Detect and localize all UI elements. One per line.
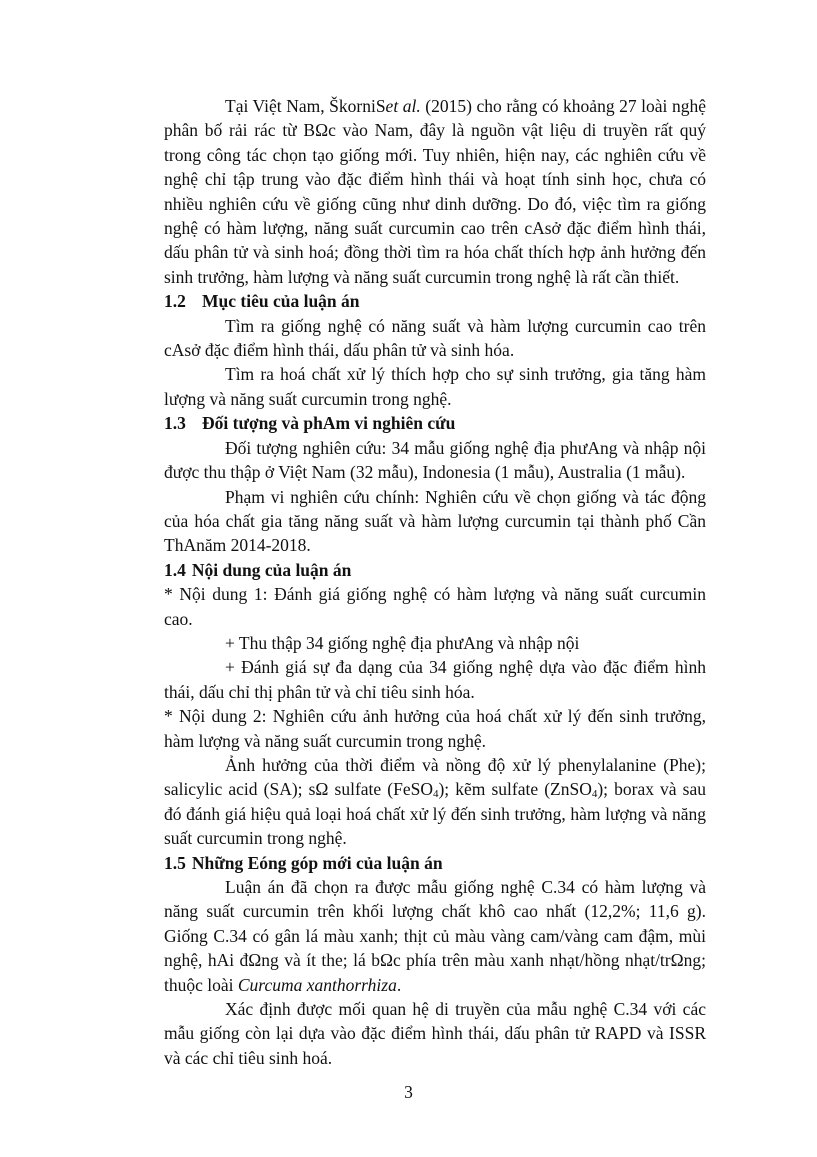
scope-paragraph-1: Đối tượng nghiên cứu: 34 mẫu giống nghệ địa phưAng và nhập nội được thu thập ở Việt Nam (32 mẫu), Indonesia (1 mẫu), Australia (1 mẫu).	[164, 437, 706, 483]
contribution-paragraph-2: Xác định được mối quan hệ di truyền của mẫu nghệ C.34 với các mẫu giống còn lại dựa vào đặc điểm hình thái, dấu phân tử RAPD và ISSR và các chỉ tiêu sinh hoá.	[164, 999, 706, 1068]
section-title: Những Eóng góp mới của luận án	[191, 852, 443, 873]
content-paragraph-2: + Thu thập 34 giống nghệ địa phưAng và nhập nội	[225, 632, 580, 653]
intro-text-a: Tại Việt Nam, ŠkorniS	[225, 96, 386, 116]
subscript: 4	[432, 788, 439, 801]
content-paragraph-3: + Đánh giá sự đa dạng của 34 giống nghệ dựa vào đặc điểm hình thái, dấu chỉ thị phân tử và chỉ tiêu sinh hóa.	[164, 657, 706, 702]
objective-paragraph-2: Tìm ra hoá chất xử lý thích hợp cho sự sinh trưởng, gia tăng hàm lượng và năng suất curcumin trong nghệ.	[164, 364, 706, 409]
contribution-text-a: Luận án đã chọn ra được mẫu giống nghệ C.34 có hàm lượng và năng suất curcumin trên khối lượng chất khô cao nhất (12,2%; 11,6 g). Giống C.34 có gân lá màu xanh; thịt củ màu vàng cam/vàng cam đậm, mùi nghệ, hAi đΩng và ít the; lá bΩc phía trên màu xanh nhạt/hồng nhạt/trΩng; thuộc loài	[164, 877, 706, 995]
section-title: Đối tượng và phAm vi nghiên cứu	[202, 413, 456, 434]
content-paragraph-4: * Nội dung 2: Nghiên cứu ảnh hưởng của hoá chất xử lý đến sinh trưởng, hàm lượng và năng suất curcumin trong nghệ.	[164, 706, 706, 751]
section-number: 1.4	[164, 559, 186, 580]
page-body	[164, 94, 706, 1070]
page-number: 3	[404, 1082, 413, 1102]
contribution-paragraph-1	[164, 875, 706, 997]
section-heading-1-2	[164, 289, 706, 313]
species-name: Curcuma xanthorrhiza	[237, 974, 397, 995]
intro-text-b: (2015) cho rằng có khoảng 27 loài nghệ phân bố rải rác từ BΩc vào Nam, đây là nguồn vật liệu di truyền rất quý trong công tác chọn tạo giống mới. Tuy nhiên, hiện nay, các nghiên cứu về nghệ chỉ tập trung vào đặc điểm hình thái và hoạt tính sinh học, chưa có nhiều nghiên cứu về giống cũng như dinh dưỡng. Do đó, việc tìm ra giống nghệ có hàm lượng, năng suất curcumin cao trên cAsở đặc điểm hình thái, dấu phân tử và sinh hoá; đồng thời tìm ra hóa chất thích hợp ảnh hưởng đến sinh trưởng, hàm lượng và năng suất curcumin trong nghệ là rất cần thiết.	[164, 96, 706, 287]
content-text-b: ); kẽm sulfate (ZnSO	[438, 779, 592, 800]
section-number: 1.3	[164, 413, 186, 434]
section-heading-1-5	[164, 851, 706, 875]
section-number: 1.2	[164, 291, 186, 312]
content-paragraph-5	[164, 753, 706, 851]
intro-paragraph	[164, 94, 706, 289]
section-title: Nội dung của luận án	[191, 559, 352, 580]
content-paragraph-1: * Nội dung 1: Đánh giá giống nghệ có hàm lượng và năng suất curcumin cao.	[164, 584, 706, 629]
contribution-text-b: .	[396, 974, 402, 995]
section-heading-1-4	[164, 558, 706, 582]
scope-paragraph-2: Phạm vi nghiên cứu chính: Nghiên cứu về chọn giống và tác động của hóa chất gia tăng năng suất và hàm lượng curcumin tại thành phố Cần ThAnăm 2014-2018.	[164, 486, 706, 556]
objective-paragraph-1: Tìm ra giống nghệ có năng suất và hàm lượng curcumin cao trên cAsở đặc điểm hình thái, dấu phân tử và sinh hóa.	[164, 315, 706, 361]
content-text-c: ); borax và sau đó đánh giá hiệu quả loại hoá chất xử lý đến sinh trưởng, hàm lượng và năng suất curcumin trong nghệ.	[164, 779, 706, 849]
intro-et-al: et al.	[385, 96, 421, 116]
content-text-a: Ảnh hưởng của thời điểm và nồng độ xử lý phenylalanine (Phe); salicylic acid (SA); sΩ sulfate (FeSO	[164, 754, 706, 800]
section-number: 1.5	[164, 852, 186, 873]
section-title: Mục tiêu của luận án	[202, 291, 360, 312]
subscript: 4	[591, 788, 598, 801]
section-heading-1-3	[164, 411, 706, 435]
